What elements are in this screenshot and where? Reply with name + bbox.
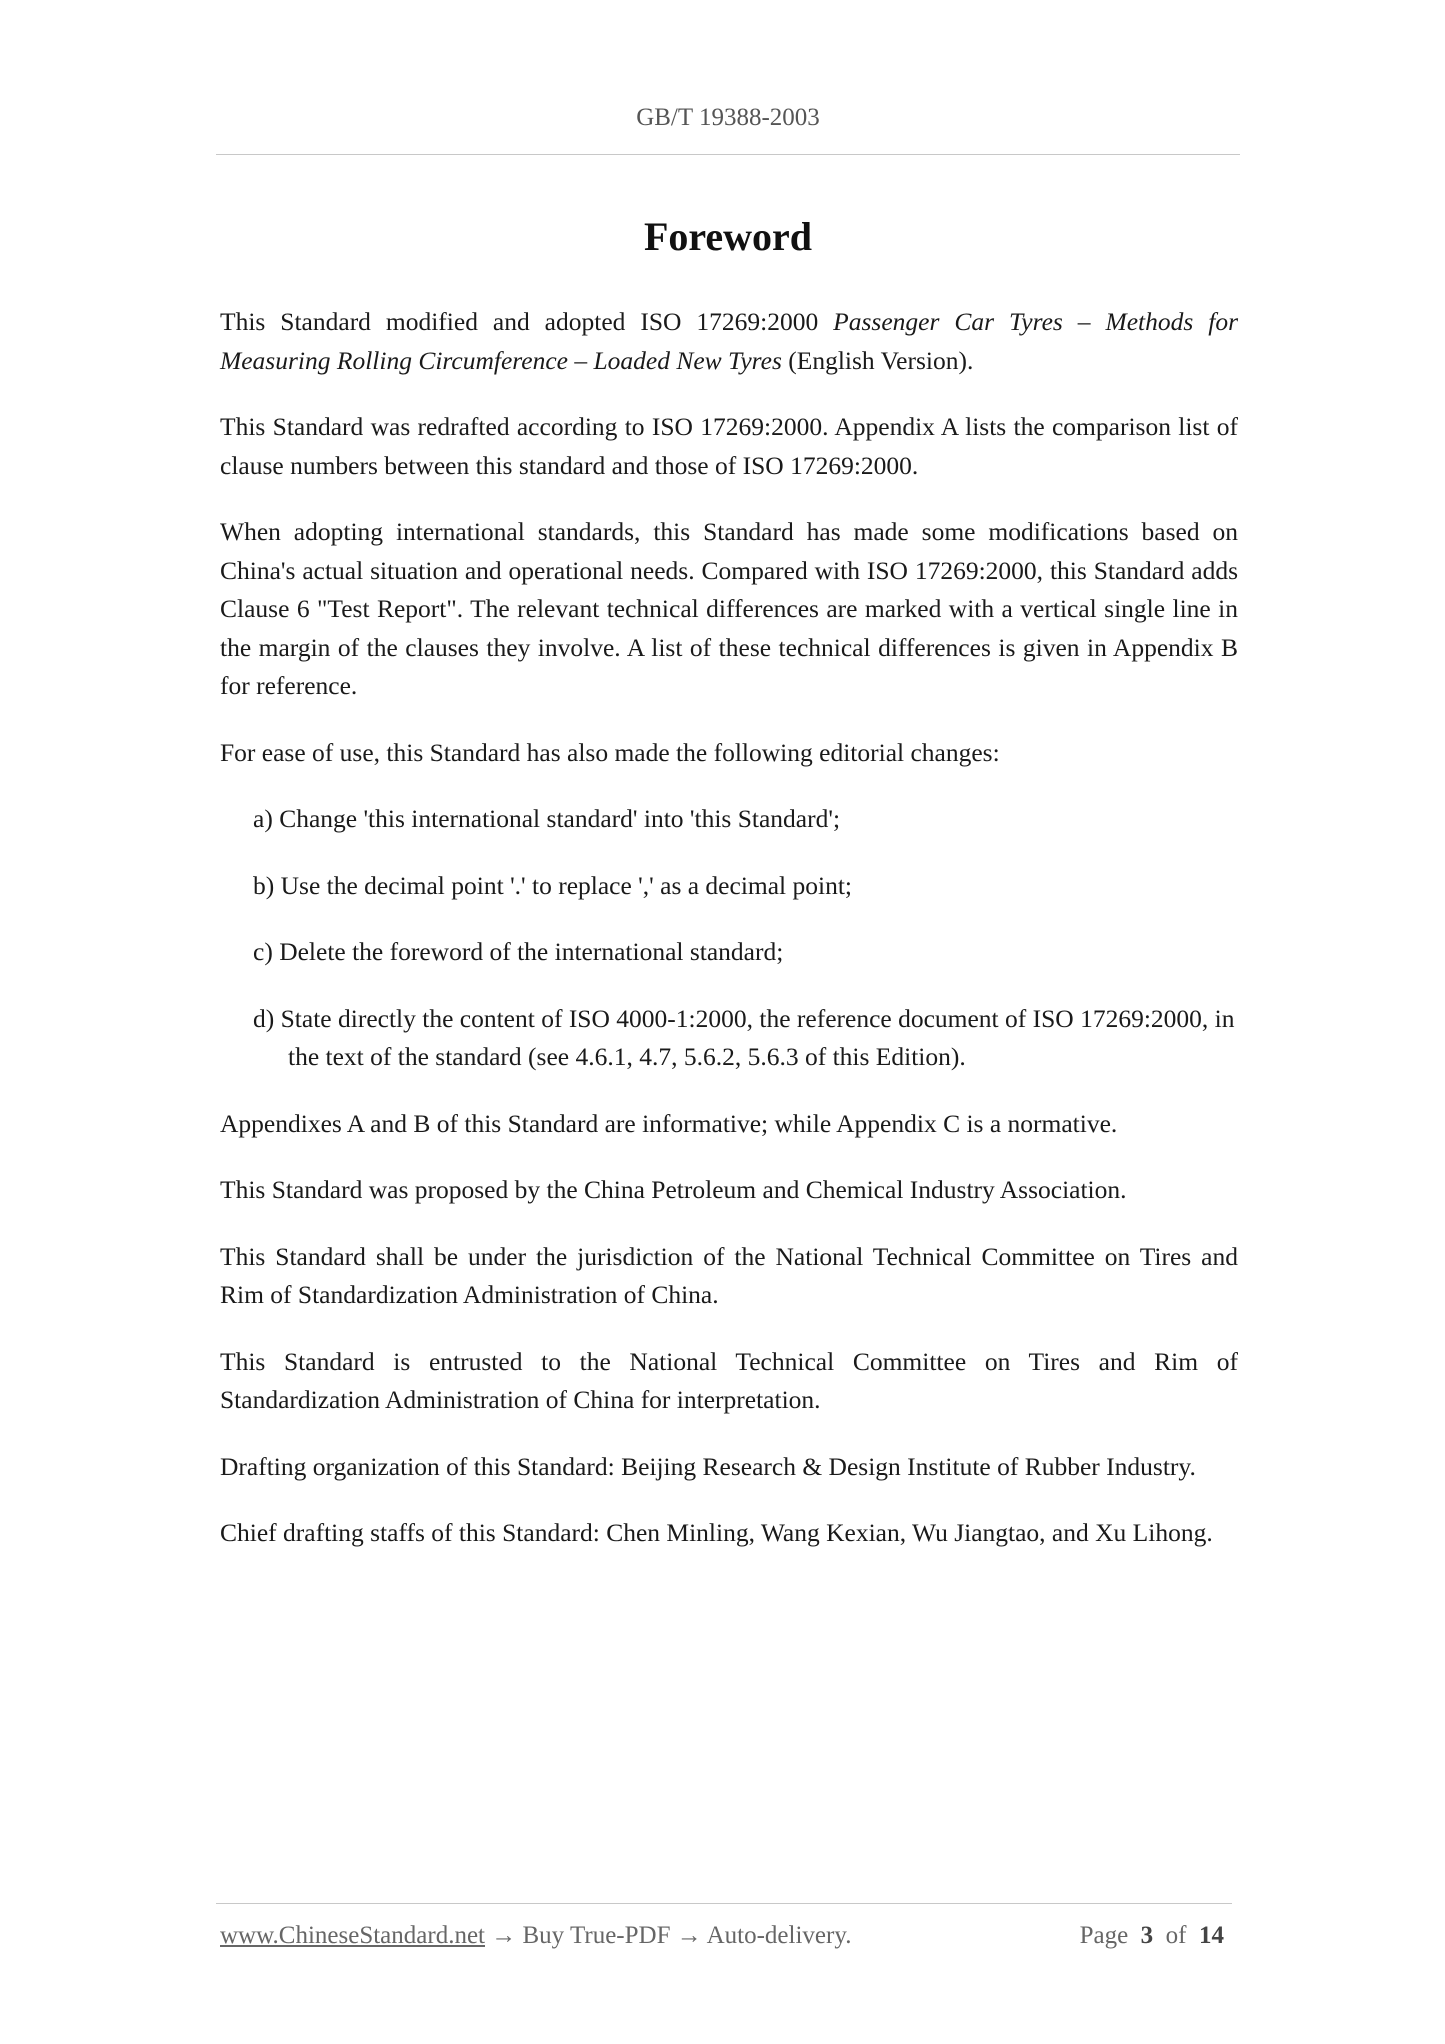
list-marker: c) [253,937,273,966]
list-marker: d) [253,1003,275,1033]
footer-tagline: → Buy True-PDF → Auto-delivery. [485,1922,852,1949]
page-title: Foreword [643,214,813,259]
paragraph-editorial-intro: For ease of use, this Standard has also made the following editorial changes: [220,737,1000,767]
page-total: 14 [1199,1922,1224,1949]
list-item-text: Change 'this international standard' into 'this Standard'; [279,804,841,833]
iso-title-italic: Passenger Car Tyres – Methods for Measuring Rolling Circumference – Loaded New Tyres [220,307,1238,375]
paragraph-appendixes: Appendixes A and B of this Standard are informative; while Appendix C is a normative. [220,1108,1118,1138]
list-marker: b) [253,870,275,900]
website-link[interactable]: www.ChineseStandard.net [220,1922,485,1949]
paragraph-proposed-by: This Standard was proposed by the China Petroleum and Chemical Industry Association. [220,1175,1127,1204]
paragraph-interpretation: This Standard is entrusted to the National Technical Committee on Tires and Rim of Standardization Administration of China for interpretation. [220,1346,1238,1414]
list-item [253,800,1238,839]
paragraph-drafting-organization: Drafting organization of this Standard: Beijing Research & Design Institute of Rubber Industry. [220,1451,1196,1481]
page-label: Page [1079,1922,1129,1949]
paragraph-drafting-staff: Chief drafting staffs of this Standard: Chen Minling, Wang Kexian, Wu Jiangtao, and Xu Lihong. [220,1518,1213,1547]
page-of-label: of [1165,1922,1187,1949]
list-item-text: Use the decimal point '.' to replace ',' as a decimal point; [280,870,853,900]
document-body [220,303,1238,1581]
list-item-text: State directly the content of ISO 4000-1:2000, the reference document of ISO 17269:2000, in the text of the standard (see 4.6.1, 4.7, 5.6.2, 5.6.3 of this Edition). [280,1003,1235,1071]
paragraph-jurisdiction: This Standard shall be under the jurisdiction of the National Technical Committee on Tires and Rim of Standardization Administration of China. [220,1241,1238,1309]
list-item-text: Delete the foreword of the international standard; [279,937,784,966]
list-marker: a) [253,804,273,833]
list-item [253,867,1238,906]
footer-promo [220,1922,851,1950]
paragraph-adoption-tail: (English Version). [781,345,974,375]
footer-divider [216,1903,1232,1904]
list-item [253,1000,1238,1077]
page-indicator [1080,1922,1224,1950]
paragraph-modifications: When adopting international standards, this Standard has made some modifications based on China's actual situation and operational needs. Compared with ISO 17269:2000, this Standard adds Clause 6 "Test Report". The relevant technical differences are marked with a vertical single line in the margin of the clauses they involve. A list of these technical differences is given in Appendix B for reference. [220,517,1238,700]
running-header: GB/T 19388-2003 [636,104,820,131]
page-current: 3 [1140,1922,1154,1949]
paragraph-adoption [220,303,1238,380]
paragraph-redraft: This Standard was redrafted according to ISO 17269:2000. Appendix A lists the comparison list of clause numbers between this standard and those of ISO 17269:2000. [220,412,1238,480]
header-divider [216,154,1240,155]
list-item [253,933,1238,972]
paragraph-adoption-lead: This Standard modified and adopted ISO 17269:2000 [220,307,834,336]
